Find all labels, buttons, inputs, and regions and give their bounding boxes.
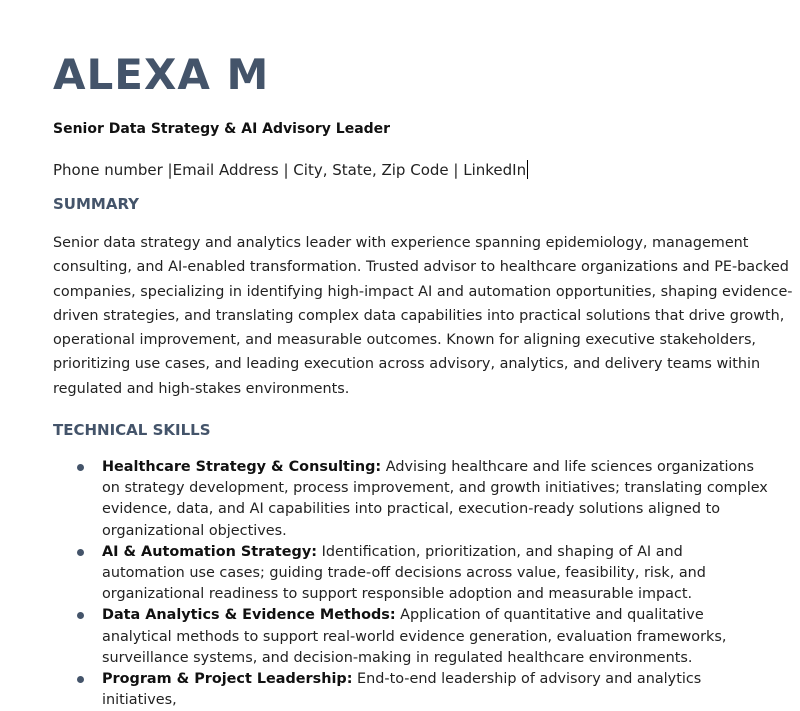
resume-title: Senior Data Strategy & AI Advisory Leader bbox=[53, 121, 391, 137]
skill-item bbox=[0, 669, 770, 711]
skill-title: AI & Automation Strategy: bbox=[102, 543, 317, 560]
skill-description: Advising healthcare and life sciences organizations on strategy development, process improvement, and growth initiatives; translating complex evidence, data, and AI capabilities into practical, execution-ready solutions aligned to organizational objectives. bbox=[102, 459, 768, 539]
skill-title: Program & Project Leadership: bbox=[102, 671, 353, 688]
skill-title: Data Analytics & Evidence Methods: bbox=[102, 607, 396, 624]
skill-item bbox=[0, 542, 770, 606]
resume-name: ALEXA M bbox=[53, 50, 270, 99]
contact-line[interactable] bbox=[53, 160, 528, 179]
skill-item bbox=[0, 457, 770, 542]
skill-item bbox=[0, 605, 770, 669]
skill-description: Application of quantitative and qualitative analytical methods to support real-world evidence generation, evaluation frameworks, surveillance systems, and decision-making in regulated healthcare environments. bbox=[102, 607, 727, 666]
skills-heading: TECHNICAL SKILLS bbox=[53, 421, 211, 439]
summary-text: Senior data strategy and analytics leader with experience spanning epidemiology, management consulting, and AI-enabled transformation. Trusted advisor to healthcare organizations and PE-backed companies, specializing in identifying high-impact AI and automation opportunities, shaping evidence-driven strategies, and translating complex data capabilities into practical solutions that drive growth, operational improvement, and measurable outcomes. Known for aligning executive stakeholders, prioritizing use cases, and leading execution across advisory, analytics, and delivery teams within regulated and high-stakes environments. bbox=[53, 235, 793, 397]
skill-description: End-to-end leadership of advisory and analytics initiatives, bbox=[102, 671, 702, 709]
skill-description: Identification, prioritization, and shaping of AI and automation use cases; guiding trade-off decisions across value, feasibility, risk, and organizational readiness to support responsible adoption and measurable impact. bbox=[102, 543, 706, 603]
text-cursor bbox=[527, 160, 528, 179]
bullet-icon bbox=[77, 549, 84, 556]
contact-text: Phone number |Email Address | City, State, Zip Code | LinkedIn bbox=[53, 161, 527, 179]
skills-list bbox=[0, 457, 800, 711]
bullet-icon bbox=[77, 676, 84, 683]
skill-title: Healthcare Strategy & Consulting: bbox=[102, 459, 382, 475]
bullet-icon bbox=[77, 612, 84, 619]
summary-heading: SUMMARY bbox=[53, 195, 140, 213]
bullet-icon bbox=[77, 464, 84, 471]
